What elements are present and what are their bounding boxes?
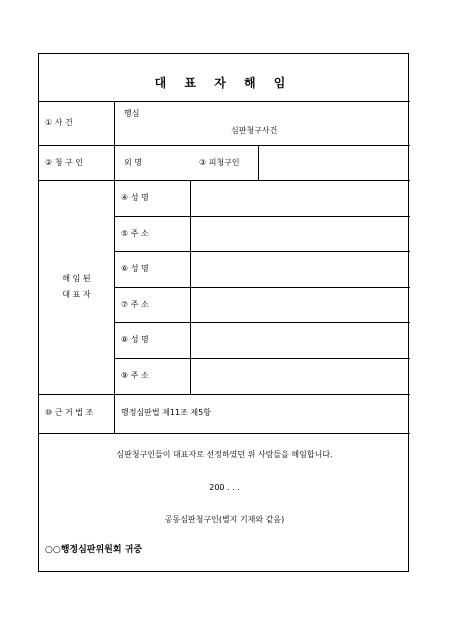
person-name-label: ⑧ 성 명 [121,335,149,344]
divider [114,251,410,252]
person-address-label: ⑤ 주 소 [121,229,149,238]
divider [190,180,191,394]
divider [39,145,410,146]
divider [114,216,410,217]
divider [114,287,410,288]
divider [114,358,410,359]
person-name-label: ④ 성 명 [121,193,149,202]
case-prefix: 행심 [124,109,140,118]
basis-label: ⑩ 근 거 법 조 [45,408,94,417]
divider [39,394,410,395]
case-label: ① 사 건 [45,118,73,127]
claimant-value: 외 명 [124,158,142,167]
divider [39,433,410,434]
statement-text: 심판청구인들이 대표자로 선정하였던 위 사람들을 해임합니다. [116,450,333,459]
divider [258,145,259,180]
respondent-label: ③ 피청구인 [199,158,240,167]
signer-text: 공동심판청구인(별지 기재와 같음) [164,515,285,524]
date-line: 200 . . . [209,483,240,492]
divider [114,101,115,433]
addressee-text: ○○행정심판위원회 귀중 [45,545,143,555]
divider [39,101,410,102]
divider [114,322,410,323]
form-title: 대 표 자 해 임 [154,76,293,90]
basis-value: 행정심판법 제11조 제5항 [121,408,211,417]
divider [39,180,410,181]
person-address-label: ⑨ 주 소 [121,371,149,380]
dismissed-label-1: 해 임 된 [62,274,91,283]
dismissed-label-2: 대 표 자 [62,290,91,299]
person-address-label: ⑦ 주 소 [121,300,149,309]
case-value: 심판청구사건 [231,126,278,135]
dismissal-form [38,53,409,572]
claimant-label: ② 청 구 인 [45,158,83,167]
person-name-label: ⑥ 성 명 [121,264,149,273]
